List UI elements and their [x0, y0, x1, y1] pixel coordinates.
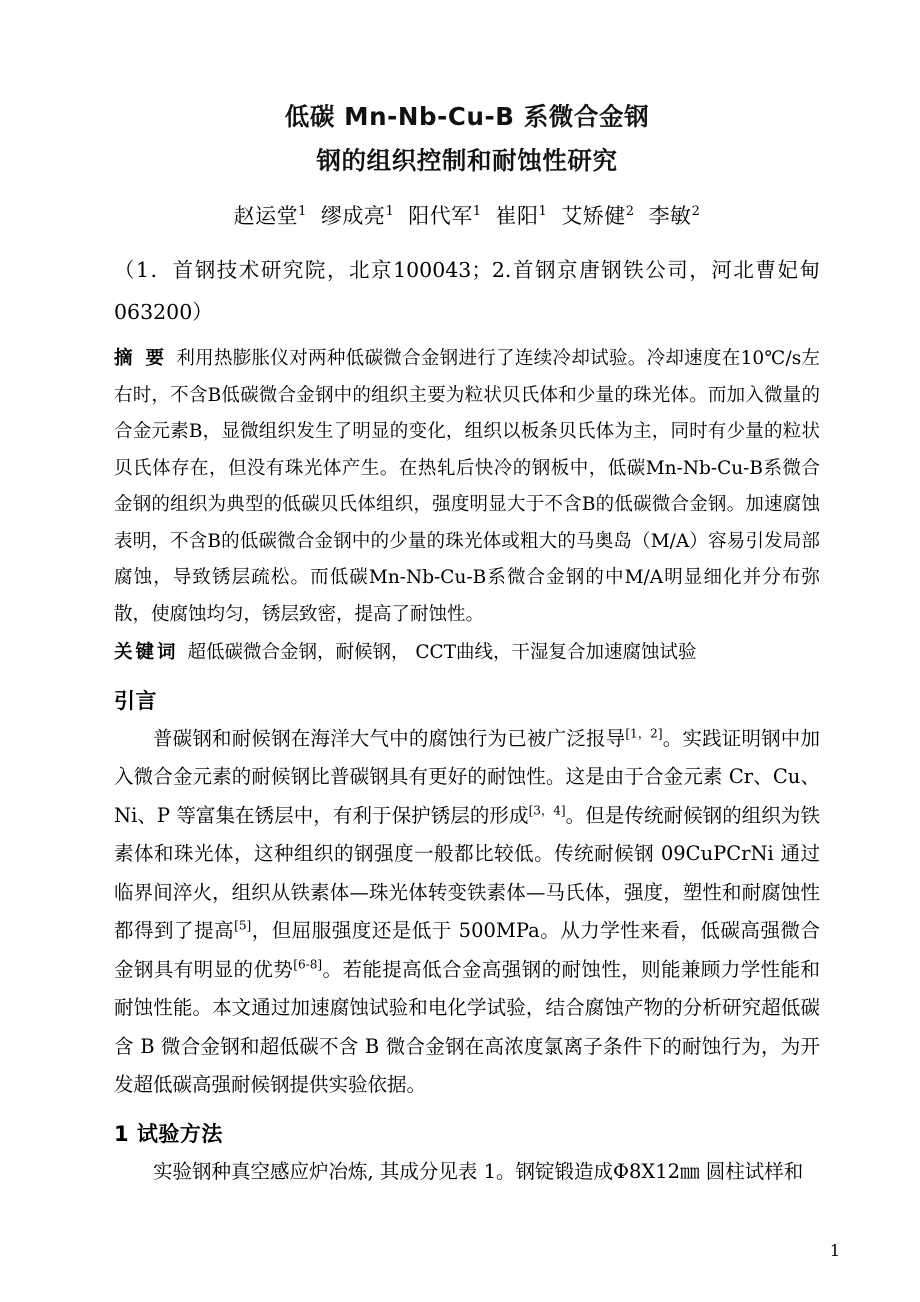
- keywords-label: 关键词: [114, 642, 179, 663]
- paragraph-text: 。实践证明钢中加入微合金元素的耐候钢比普碳钢具有更好的耐蚀性。这是由于合金元素 Cr、Cu、Ni、P 等富集在锈层中，有利于保护锈层的形成: [114, 726, 820, 827]
- author-list: [114, 199, 820, 233]
- page-title-line-2: 钢的组织控制和耐蚀性研究: [316, 146, 618, 175]
- abstract-block: [114, 341, 820, 633]
- author-6: [649, 204, 701, 228]
- author-5: [561, 204, 634, 228]
- author-affiliation-mark: 2: [691, 204, 701, 219]
- author-affiliation-mark: 1: [385, 204, 395, 219]
- paragraph-1-1: [114, 720, 820, 1105]
- citation-ref: [3，4]: [528, 803, 566, 817]
- author-4: [496, 204, 548, 228]
- author-affiliation-mark: 2: [625, 204, 635, 219]
- paragraph-2-1: [114, 1153, 820, 1192]
- author-affiliation-mark: 1: [472, 204, 482, 219]
- abstract-label: 摘 要: [114, 348, 168, 369]
- author-affiliation-mark: 1: [538, 204, 548, 219]
- author-name: 赵运堂: [233, 204, 299, 228]
- paragraph-text: 。若能提高低合金高强钢的耐蚀性，则能兼顾力学性能和耐蚀性能。本文通过加速腐蚀试验和电化学试验，结合腐蚀产物的分析研究超低碳含 B 微合金钢和超低碳不含 B 微合金钢在高浓度氯离子条件下的耐蚀行为，为开发超低碳高强耐候钢提供实验依据。: [114, 957, 820, 1096]
- author-name: 艾矫健: [561, 204, 626, 228]
- section-heading-2: 1 试验方法: [114, 1121, 223, 1146]
- author-name: 缪成亮: [320, 204, 386, 228]
- paragraph-text: 普碳钢和耐候钢在海洋大气中的腐蚀行为已被广泛报导: [153, 726, 626, 750]
- author-name: 崔阳: [495, 204, 539, 228]
- author-affiliation-mark: 1: [298, 204, 307, 219]
- keywords-block: [114, 635, 820, 672]
- affiliation: （1．首钢技术研究院，北京100043；2.首钢京唐钢铁公司，河北曹妃甸 063200）: [114, 258, 820, 324]
- paragraph-text: 。但是传统耐候钢的组织为铁素体和珠光体，这种组织的钢强度一般都比较低。传统耐候钢 09CuPCrNi 通过临界间淬火，组织从铁素体—珠光体转变铁素体—马氏体，强度，塑性和耐腐蚀性都得到了提高: [114, 803, 820, 942]
- author-name: 阳代军: [408, 204, 473, 228]
- abstract-text: 利用热膨胀仪对两种低碳微合金钢进行了连续冷却试验。冷却速度在10℃/s左右时，不含B低碳微合金钢中的组织主要为粒状贝氏体和少量的珠光体。而加入微量的合金元素B，显微组织发生了明显的变化，组织以板条贝氏体为主，同时有少量的粒状贝氏体存在，但没有珠光体产生。在热轧后快冷的钢板中，低碳Mn-Nb-Cu-B系微合金钢的组织为典型的低碳贝氏体组织，强度明显大于不含B的低碳微合金钢。加速腐蚀表明，不含B的低碳微合金钢中的少量的珠光体或粗大的马奥岛（M/A）容易引发局部腐蚀，导致锈层疏松。而低碳Mn-Nb-Cu-B系微合金钢的中M/A明显细化并分布弥散，使腐蚀均匀，锈层致密，提高了耐蚀性。: [114, 348, 820, 625]
- sections-container: [114, 684, 820, 1192]
- section-heading-1: 引言: [114, 688, 157, 713]
- author-name: 李敏: [648, 204, 692, 228]
- keywords-text: 超低碳微合金钢，耐候钢， CCT曲线，干湿复合加速腐蚀试验: [187, 642, 697, 663]
- citation-ref: [1，2]: [625, 726, 663, 740]
- page-title-line-1: 低碳 Mn-Nb-Cu-B 系微合金钢: [284, 102, 650, 131]
- citation-ref: [5]: [234, 918, 252, 933]
- paragraph-text: 实验钢种真空感应炉冶炼, 其成分见表 1。钢锭锻造成Φ8X12㎜ 圆柱试样和: [153, 1159, 804, 1183]
- title-block: [114, 95, 820, 183]
- citation-ref: [6-8]: [293, 957, 323, 971]
- page-content: [114, 95, 820, 1191]
- author-1: [234, 204, 307, 228]
- paragraph-text: ，但屈服强度还是低于 500MPa。从力学性来看，低碳高强微合金钢具有明显的优势: [114, 919, 820, 981]
- page-number: 1: [829, 1241, 840, 1260]
- author-3: [408, 204, 481, 228]
- author-2: [321, 204, 394, 228]
